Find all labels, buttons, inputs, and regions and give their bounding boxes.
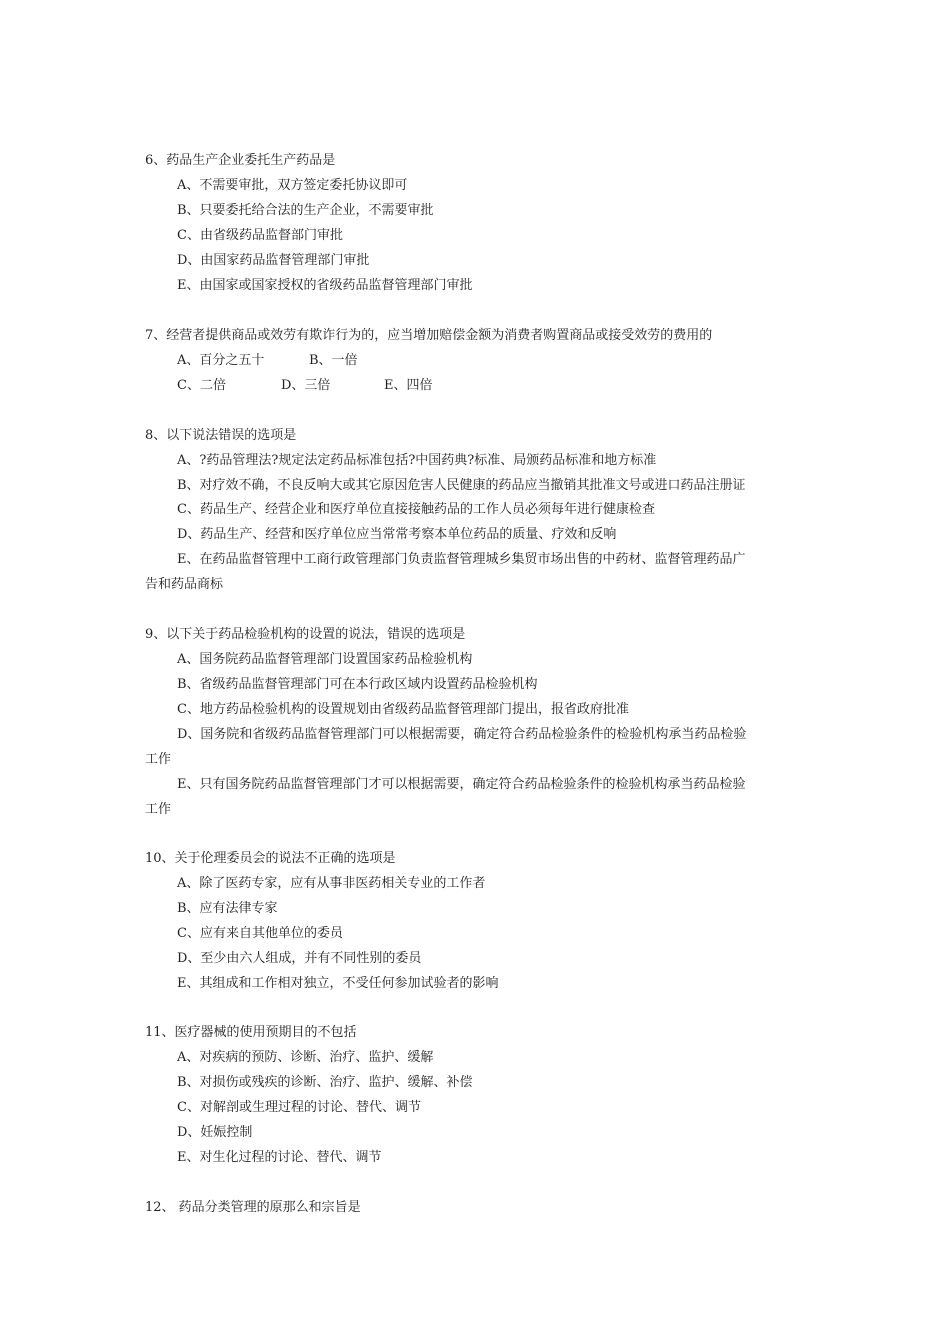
option: D、至少由六人组成，并有不同性别的委员 — [177, 951, 422, 966]
question-stem: 12、 药品分类管理的原那么和宗旨是 — [145, 1200, 361, 1215]
option: B、对损伤或残疾的诊断、治疗、监护、缓解、补偿 — [177, 1075, 473, 1090]
option: D、药品生产、经营和医疗单位应当常常考察本单位药品的质量、疗效和反响 — [177, 527, 617, 542]
option: A、除了医药专家，应有从事非医药相关专业的工作者 — [177, 876, 486, 891]
option: A、不需要审批，双方签定委托协议即可 — [177, 178, 408, 193]
option: E、对生化过程的讨论、替代、调节 — [177, 1150, 382, 1165]
option: B、应有法律专家 — [177, 901, 278, 916]
option: C、药品生产、经营企业和医疗单位直接接触药品的工作人员必须每年进行健康检查 — [177, 502, 655, 517]
question-stem: 10、关于伦理委员会的说法不正确的选项是 — [145, 851, 396, 866]
option: A、百分之五十 — [177, 353, 265, 368]
option: E、在药品监督管理中工商行政管理部门负责监督管理城乡集贸市场出售的中药材、监督管理药品广 — [177, 552, 746, 567]
question-stem: 7、经营者提供商品或效劳有欺诈行为的，应当增加赔偿金额为消费者购置商品或接受效劳的费用的 — [145, 328, 713, 343]
question-stem: 6、药品生产企业委托生产药品是 — [145, 153, 336, 168]
option: A、?药品管理法?规定法定药品标准包括?中国药典?标准、局颁药品标准和地方标准 — [177, 453, 657, 468]
option: B、省级药品监督管理部门可在本行政区域内设置药品检验机构 — [177, 677, 538, 692]
option-row — [177, 352, 358, 370]
option: B、对疗效不确，不良反响大或其它原因危害人民健康的药品应当撤销其批准文号或进口药品注册证 — [177, 478, 746, 493]
option: B、一倍 — [309, 353, 358, 368]
option: E、四倍 — [384, 378, 433, 393]
option: E、只有国务院药品监督管理部门才可以根据需要，确定符合药品检验条件的检验机构承当药品检验 — [177, 777, 746, 792]
option: D、由国家药品监督管理部门审批 — [177, 253, 370, 268]
option: A、对疾病的预防、诊断、治疗、监护、缓解 — [177, 1050, 434, 1065]
option: C、对解剖或生理过程的讨论、替代、调节 — [177, 1100, 421, 1115]
option: D、国务院和省级药品监督管理部门可以根据需要，确定符合药品检验条件的检验机构承当药品检验 — [177, 727, 747, 742]
option: C、应有来自其他单位的委员 — [177, 926, 343, 941]
option-continuation: 告和药品商标 — [145, 577, 224, 592]
option: C、地方药品检验机构的设置规划由省级药品监督管理部门提出，报省政府批准 — [177, 702, 629, 717]
option-continuation: 工作 — [145, 802, 172, 817]
option-row — [177, 377, 433, 395]
question-stem: 11、医疗器械的使用预期目的不包括 — [145, 1025, 357, 1040]
option: A、国务院药品监督管理部门设置国家药品检验机构 — [177, 652, 473, 667]
option: D、妊娠控制 — [177, 1125, 253, 1140]
option: C、二倍 — [177, 378, 226, 393]
option: E、其组成和工作相对独立，不受任何参加试验者的影响 — [177, 976, 499, 991]
option: B、只要委托给合法的生产企业，不需要审批 — [177, 203, 434, 218]
option: C、由省级药品监督部门审批 — [177, 228, 343, 243]
option-continuation: 工作 — [145, 752, 172, 767]
option: D、三倍 — [281, 378, 331, 393]
question-stem: 8、以下说法错误的选项是 — [145, 428, 297, 443]
question-stem: 9、以下关于药品检验机构的设置的说法，错误的选项是 — [145, 627, 466, 642]
option: E、由国家或国家授权的省级药品监督管理部门审批 — [177, 278, 473, 293]
